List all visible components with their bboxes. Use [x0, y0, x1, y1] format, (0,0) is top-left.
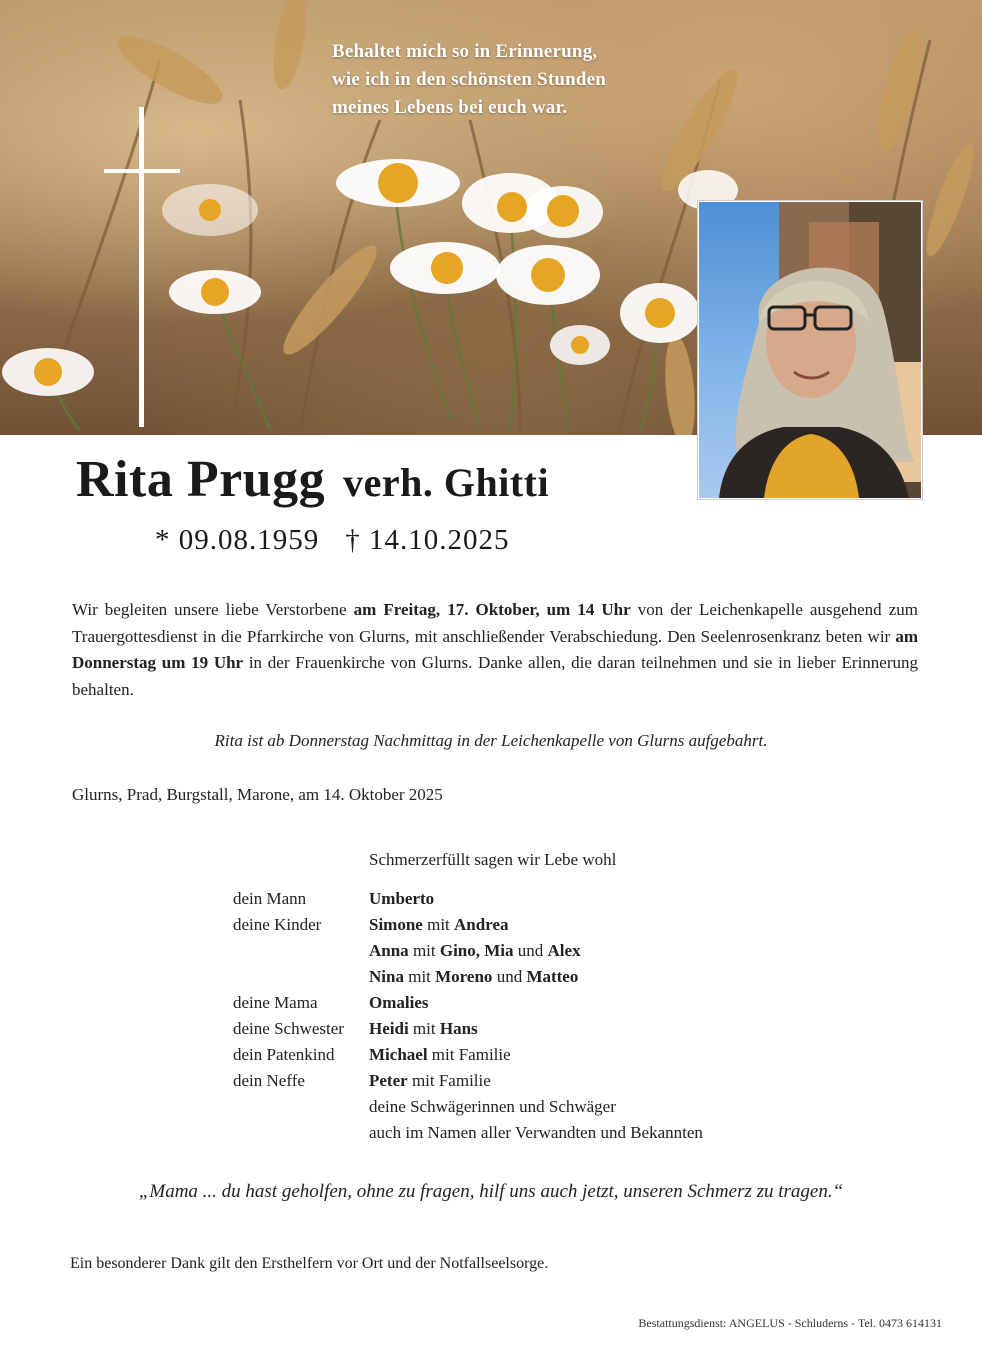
memorial-verse-line: Behaltet mich so in Erinnerung,: [332, 41, 598, 62]
relation-label: deine Schwester: [233, 1019, 344, 1038]
special-thanks: Ein besonderer Dank gilt den Ersthelfern vor Ort und der Notfallseelsorge.: [70, 1255, 549, 1272]
announcement-text: Wir begleiten unsere liebe Verstorbene: [72, 600, 354, 619]
mourner-name: Andrea: [454, 915, 509, 934]
mourner-name: Gino, Mia: [439, 941, 514, 960]
connector-text: mit Familie: [427, 1045, 511, 1064]
closing-quote: „Mama ... du hast geholfen, ohne zu fragen, hilf uns auch jetzt, unseren Schmerz zu tragen.“: [138, 1181, 844, 1202]
birth-star-icon: *: [155, 524, 171, 556]
mourner-name: Peter: [369, 1071, 408, 1090]
announcement-text: von der Leichenkapelle ausgehend zum Trauergottesdienst in die Pfarrkirche von Glurns, mit anschließender Verabschiedung. Den Seelenrosenkranz beten wir: [72, 600, 919, 646]
mourner-name: Nina: [369, 967, 404, 986]
mourner-group: deine Schwägerinnen und Schwäger: [369, 1097, 616, 1116]
connector-text: mit: [408, 941, 440, 960]
funeral-service-footer: Bestattungsdienst: ANGELUS - Schluderns - Tel. 0473 614131: [638, 1316, 942, 1330]
connector-text: mit: [408, 1019, 440, 1038]
place-and-date: Glurns, Prad, Burgstall, Marone, am 14. Oktober 2025: [72, 785, 443, 804]
portrait-photo: [698, 201, 922, 499]
mourner-name: Michael: [369, 1045, 428, 1064]
relation-label: deine Kinder: [233, 915, 322, 934]
connector-text: und: [513, 941, 548, 960]
mourner-name: Matteo: [526, 967, 579, 986]
rosary-time: am Donnerstag um 19 Uhr: [72, 626, 918, 672]
connector-text: und: [492, 967, 527, 986]
mourner-name: Alex: [547, 941, 581, 960]
relation-label: dein Neffe: [233, 1071, 305, 1090]
memorial-verse: [332, 38, 692, 122]
mourner-name: Simone: [369, 915, 423, 934]
viewing-note: Rita ist ab Donnerstag Nachmittag in der Leichenkapelle von Glurns aufgebahrt.: [214, 731, 768, 750]
cross-icon: [139, 107, 144, 427]
married-name: verh. Ghitti: [343, 460, 550, 505]
mourner-name: Anna: [369, 941, 409, 960]
birth-date: 09.08.1959: [178, 524, 320, 556]
death-date: 14.10.2025: [369, 524, 510, 556]
portrait-illustration: [699, 202, 921, 498]
mourner-group: auch im Namen aller Verwandten und Bekannten: [369, 1123, 703, 1142]
connector-text: mit: [403, 967, 436, 986]
mourner-name: Heidi: [369, 1019, 409, 1038]
cross-icon-bar: [104, 169, 180, 173]
memorial-verse-line: wie ich in den schönsten Stunden: [332, 69, 607, 90]
relation-label: dein Mann: [233, 889, 307, 908]
connector-text: mit: [422, 915, 455, 934]
connector-text: mit Familie: [407, 1071, 491, 1090]
deceased-name: [76, 450, 549, 509]
life-dates: [155, 524, 510, 557]
mourner-name: Hans: [439, 1019, 478, 1038]
mourner-name: Umberto: [369, 889, 435, 908]
mourner-name: Moreno: [435, 967, 493, 986]
mourner-name: Omalies: [369, 993, 429, 1012]
relation-label: deine Mama: [233, 993, 318, 1012]
memorial-verse-line: meines Lebens bei euch war.: [332, 97, 568, 118]
announcement-text: in der Frauenkirche von Glurns. Danke allen, die daran teilnehmen und sie in lieber Erinnerung behalten.: [72, 653, 919, 699]
mourners-heading: Schmerzerfüllt sagen wir Lebe wohl: [369, 850, 617, 869]
funeral-time: am Freitag, 17. Oktober, um 14 Uhr: [353, 600, 631, 619]
death-cross-icon: †: [345, 524, 361, 556]
funeral-announcement: [72, 597, 918, 703]
deceased-full-name: Rita Prugg: [76, 451, 326, 508]
relation-label: dein Patenkind: [233, 1045, 335, 1064]
